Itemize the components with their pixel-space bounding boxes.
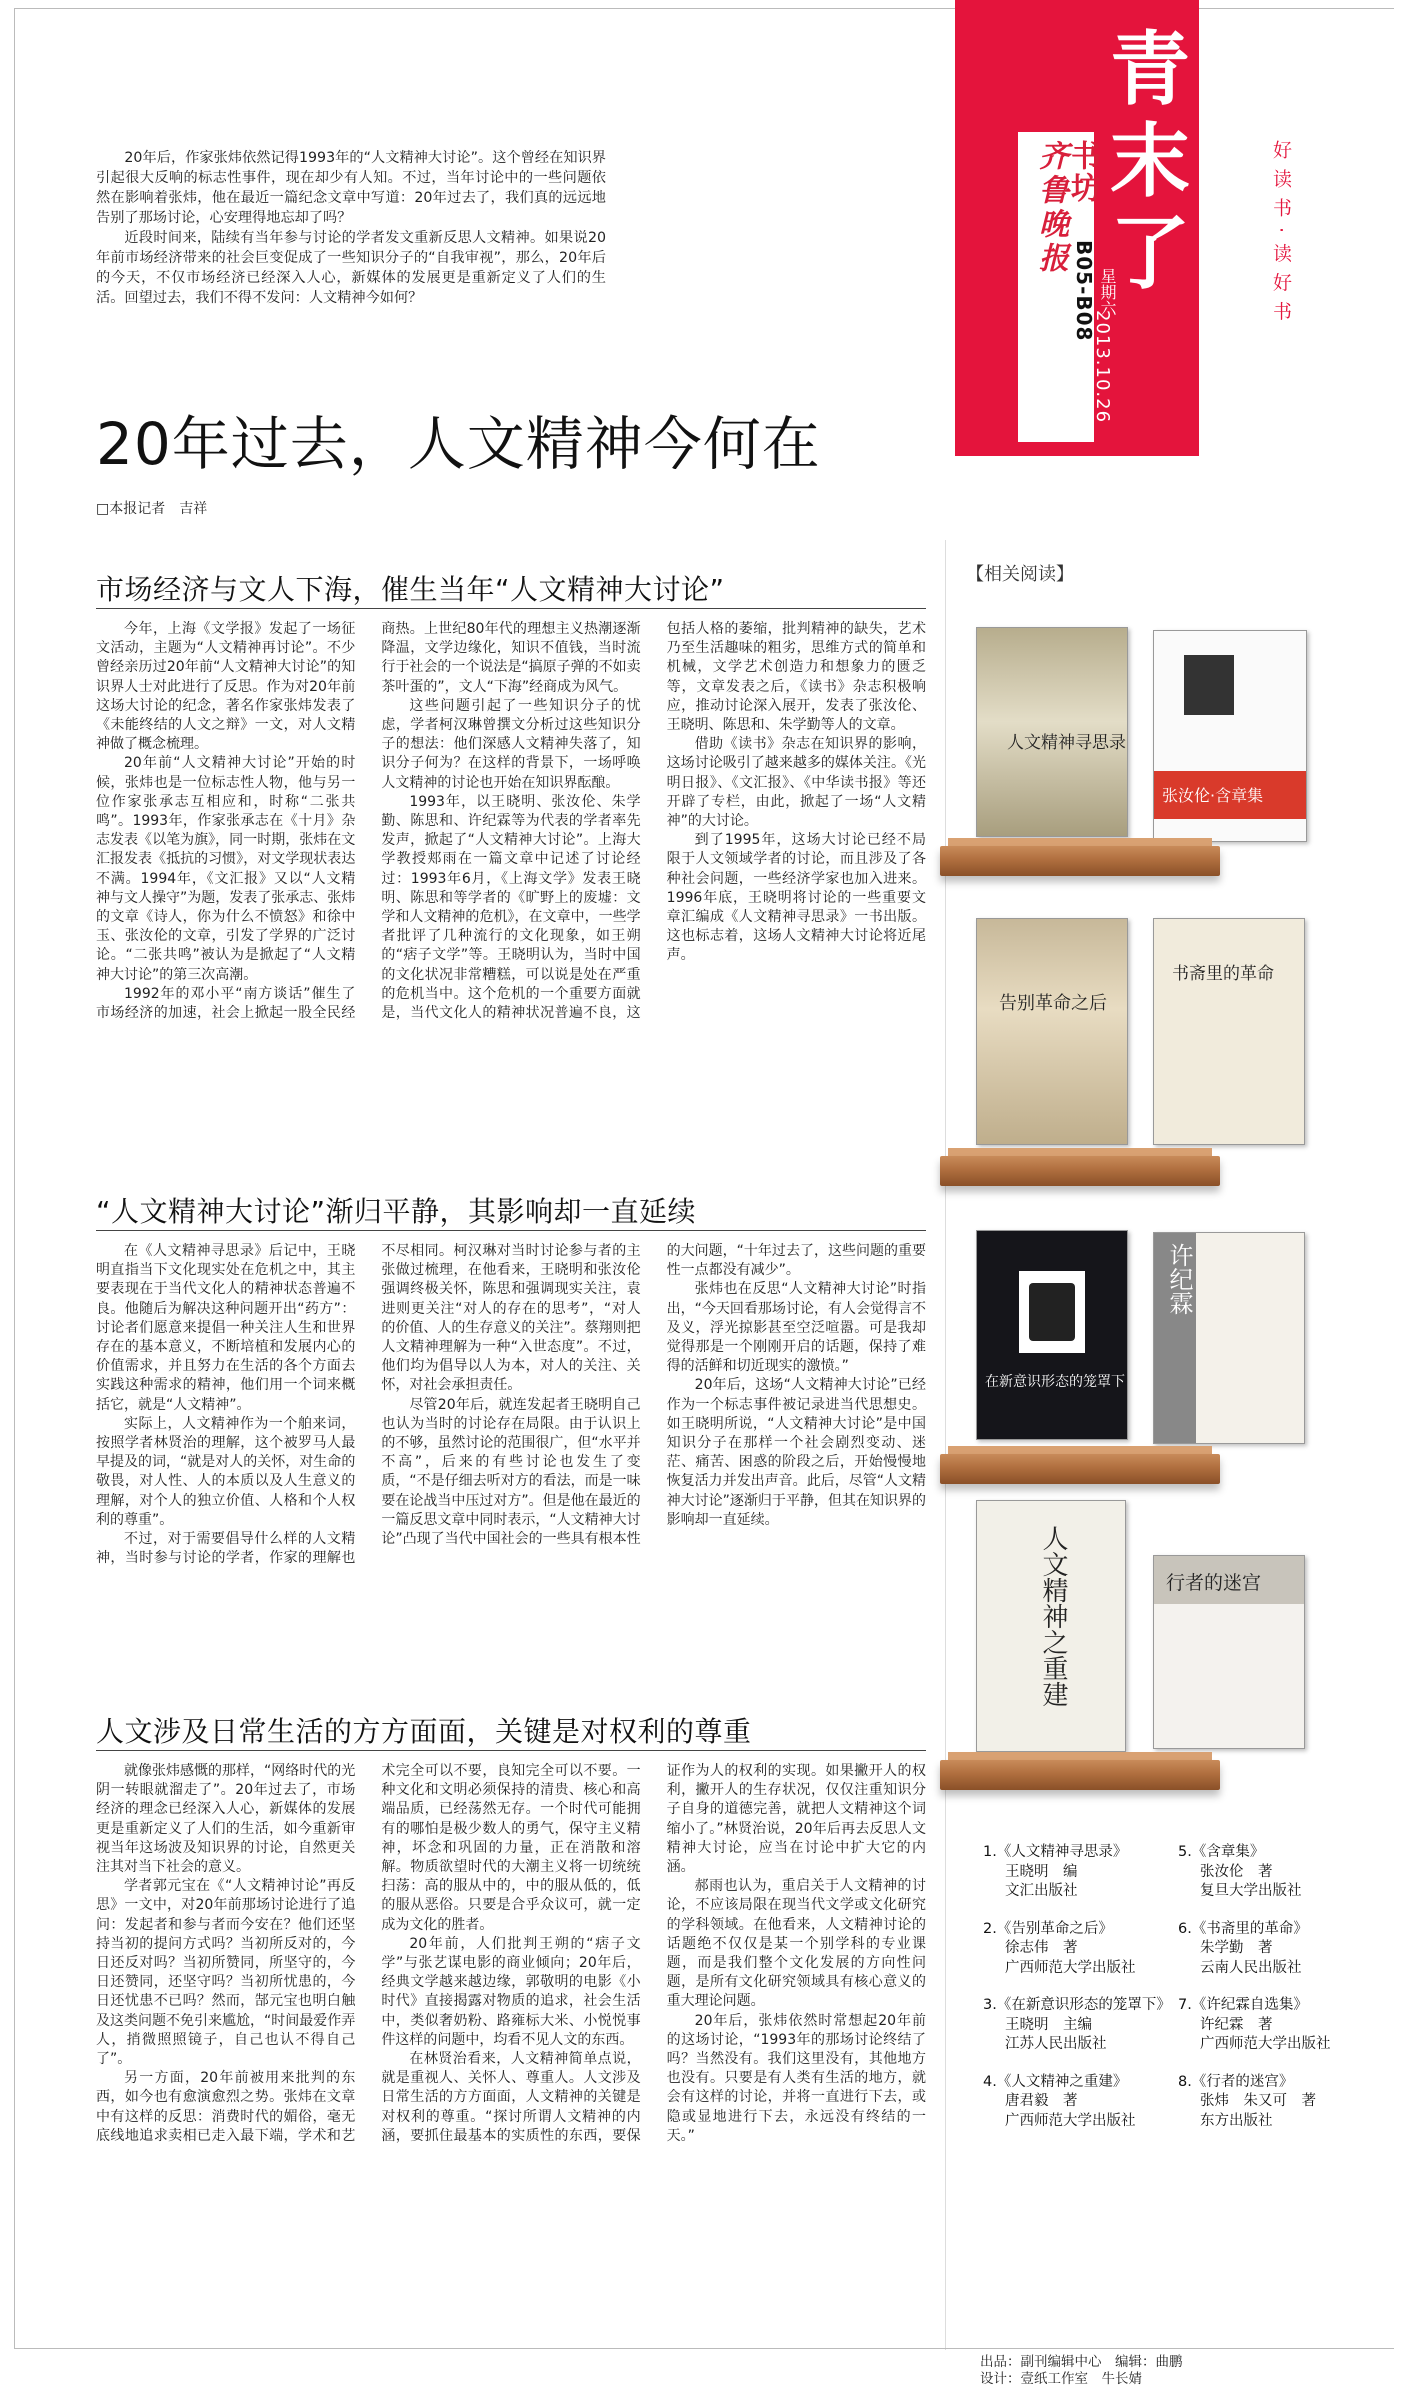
book-publisher: 广西师范大学出版社 bbox=[1005, 1959, 1136, 1976]
newspaper-logo: 齐鲁晚报 bbox=[1033, 140, 1068, 276]
intro-paragraph: 近段时间来，陆续有当年参与讨论的学者发文重新反思人文精神。如果说20年前市场经济带来的社会巨变促成了一些知识分子的“自我审视”，那么，20年后的今天，不仅市场经济已经深入人心，新媒体的发展更是重新定义了人们的生活。回望过去，我们不得不发问：人文精神今如何？ bbox=[96, 230, 606, 306]
bookshelf bbox=[940, 1454, 1220, 1484]
book-entry bbox=[983, 1996, 1171, 2055]
bookshelf bbox=[940, 1156, 1220, 1186]
book-author: 张汝伦 著 bbox=[1200, 1863, 1273, 1880]
book-title: 7.《许纪霖自选集》 bbox=[1178, 1997, 1308, 2013]
book-cover bbox=[976, 627, 1128, 837]
book-cover-title: 张汝伦·含章集 bbox=[1162, 786, 1264, 805]
book-entry bbox=[983, 2073, 1171, 2132]
book-entry bbox=[983, 1843, 1171, 1902]
book-author: 唐君毅 著 bbox=[1005, 2093, 1078, 2109]
related-reading-title: 【相关阅读】 bbox=[966, 564, 1074, 585]
book-cover bbox=[976, 1500, 1126, 1752]
book-cover bbox=[1153, 918, 1305, 1145]
section-rule bbox=[96, 608, 926, 609]
book-cover bbox=[976, 918, 1128, 1145]
shelf-top bbox=[948, 1148, 1212, 1156]
section-2-body bbox=[96, 1242, 926, 1682]
section-name: 书坊 bbox=[1065, 140, 1100, 204]
article-paragraph: 另一方面，20年前被用来批判的东西，如今也有愈演愈烈之势。张炜在文章中有这样的反思：消费时代的媚俗，毫无底线地追求卖相已走入最下端，学术和艺术完全可以不要，良知完全可以不要。一种文化和文明必须保持的清贵、核心和高端品质，已经荡然无存。一个时代可能拥有的哪怕是极少数人的勇气，保守主义精神，坏念和巩固的力量，正在消散和溶解。物质欲望时代的大潮主义将一切统统扫荡：高的服从中的，中的服从低的，低的服从恶俗。只要是合乎众议可，就一定成为文化的胜者。 bbox=[96, 1763, 641, 2144]
section-2-title: “人文精神大讨论”渐归平静，其影响却一直延续 bbox=[96, 1195, 697, 1228]
shelf-top bbox=[948, 1752, 1212, 1760]
article-paragraph: 实际上，人文精神作为一个舶来词，按照学者林贤治的理解，这个被罗马人最早提及的词，“就是对人的关怀，对生命的敬畏，对人性、人的本质以及人生意义的理解，对个人的独立价值、人格和个人权利的尊重”。 bbox=[96, 1415, 356, 1528]
section-rule bbox=[96, 1750, 926, 1751]
article-paragraph: 学者郭元宝在《“人文精神讨论”再反思》一文中，对20年前那场讨论进行了追问：发起者和参与者而今安在？他们还坚持当初的提问方式吗？当初所反对的，今日还反对吗？当初所赞同，所坚守的，今日还赞同，还坚守吗？当初所忧患的，今日还忧患不已吗？然而，郜元宝也明白触及这类问题不免引来尴尬，“时间最爱作弄人，捎微照照镜子，自己也认不得自己了”。 bbox=[96, 1878, 356, 2068]
book-publisher: 文汇出版社 bbox=[1005, 1883, 1078, 1899]
article-paragraph: 这些问题引起了一些知识分子的忧虑，学者柯汉琳曾撰文分析过这些知识分子的想法：他们深感人文精神失落了，知识分子何为？在这样的背景下，一场呼唤人文精神的讨论也开始在知识界酝酿。 bbox=[381, 697, 641, 791]
headline: 20年过去，人文精神今何在 bbox=[96, 410, 821, 478]
book-cover-title: 人文精神之重建 bbox=[1038, 1525, 1068, 1707]
book-author: 许纪霖 著 bbox=[1200, 2016, 1273, 2033]
book-publisher: 复旦大学出版社 bbox=[1200, 1883, 1302, 1899]
slogan: 好读书·读好书 bbox=[1270, 140, 1292, 331]
book-author: 王晓明 编 bbox=[1005, 1863, 1078, 1880]
masthead-title-char: 了 bbox=[1110, 207, 1190, 300]
book-title: 1.《人文精神寻思录》 bbox=[983, 1844, 1128, 1860]
book-title: 6.《书斋里的革命》 bbox=[1178, 1920, 1308, 1937]
book-entry bbox=[1178, 1996, 1331, 2055]
book-cover-title: 行者的迷宫 bbox=[1166, 1572, 1262, 1594]
left-border bbox=[14, 8, 15, 2348]
article-paragraph: 20年后，这场“人文精神大讨论”已经作为一个标志事件被记录进当代思想史。如王晓明所说，“人文精神大讨论”是中国知识分子在那样一个社会剧烈变动、迷茫、痛苦、困惑的阶段之后，开始慢慢地恢复活力并发出声音。此后，尽管“人文精神大讨论”逐渐归于平静，但其在知识界的影响却一直延续。 bbox=[666, 1377, 926, 1528]
section-3-body bbox=[96, 1762, 926, 2337]
book-entry bbox=[983, 1920, 1171, 1979]
book-publisher: 广西师范大学出版社 bbox=[1200, 2036, 1331, 2052]
section-1-body bbox=[96, 620, 926, 1160]
book-author: 王晓明 主编 bbox=[1005, 2016, 1092, 2033]
bookshelf bbox=[940, 1760, 1220, 1790]
book-cover bbox=[1153, 1232, 1305, 1444]
book-title: 3.《在新意识形态的笼罩下》 bbox=[983, 1997, 1171, 2013]
shelf-top bbox=[948, 1446, 1212, 1454]
article-paragraph: 在《人文精神寻思录》后记中，王晓明直指当下文化现实处在危机之中，其主要表现在于当代文化人的精神状态普遍不良。他随后为解决这种问题开出“药方”：讨论者们愿意来提倡一种关注人生和世界存在的基本意义，不断培植和发展内心的价值需求，并且努力在生活的各个方面去实践这种需求的精神，他们用一个词来概括它，就是“人文精神”。 bbox=[96, 1243, 356, 1413]
credits-line: 出品：副刊编辑中心 编辑：曲鹏 bbox=[980, 2354, 1183, 2370]
book-cover bbox=[976, 1230, 1128, 1440]
article-paragraph: 20年前“人文精神大讨论”开始的时候，张炜也是一位标志性人物，他与另一位作家张承志互相应和，时称“二张共鸣”。1993年，作家张承志在《十月》杂志发表《以笔为旗》，同一时期，张炜在文汇报发表《抵抗的习惯》，对文学现状表达不满。1994年，《文汇报》又以“人文精神与文人操守”为题，发表了张承志、张炜的文章《诗人，你为什么不愤怒》和徐中玉、张汝伦的文章，引发了学界的广泛讨论。“二张共鸣”被认为是掀起了“人文精神大讨论”的第三次高潮。 bbox=[96, 755, 356, 983]
article-paragraph: 1993年，以王晓明、张汝伦、朱学勤、陈思和、许纪霖等为代表的学者率先发声，掀起了“人文精神大讨论”。上海大学教授郏雨在一篇文章中记述了讨论经过：1993年6月，《上海文学》发表王晓明、陈思和等学者的《旷野上的废墟：文学和人文精神的危机》，在文章中，一些学者批评了几种流行的文化现象，如王朔的“痞子文学”等。王晓明认为，当时中国的文化状况非常糟糕，可以说是处在严重的危机当中。这个危机的一个重要方面就是，当代文化人的精神状况普遍不良，这包括人格的萎缩，批判精神的缺失，艺术乃至生活趣味的粗劣，思维方式的简单和机械，文学艺术创造力和想象力的匮乏等，文章发表之后，《读书》杂志积极响应，推动讨论深入展开，发表了张汝伦、王晓明、陈思和、朱学勤等人的文章。 bbox=[381, 621, 926, 1022]
article-paragraph: 就像张炜感慨的那样，“网络时代的光阴一转眼就溜走了”。20年过去了，市场经济的理念已经深入人心，新媒体的发展更是重新定义了人们的生活，如今重新审视当年这场波及知识界的讨论，自然更关注其对当下社会的意义。 bbox=[96, 1763, 356, 1876]
author-portrait bbox=[1184, 655, 1234, 715]
intro-paragraph: 20年后，作家张炜依然记得1993年的“人文精神大讨论”。这个曾经在知识界引起很大反响的标志性事件，现在却少有人知。不过，当年讨论中的一些问题依然在影响着张炜，他在最近一篇纪念文章中写道：20年过去了，我们真的远远地告别了那场讨论，心安理得地忘却了吗？ bbox=[96, 150, 606, 226]
book-cover-title: 人文精神寻思录 bbox=[1007, 733, 1126, 753]
article-paragraph: 不过，对于需要倡导什么样的人文精神，当时参与讨论的学者，作家的理解也不尽相同。柯汉琳对当时讨论参与者的主张做过梳理，在他看来，王晓明和张汝伦强调终极关怀，陈思和强调现实关注，袁进则更关注“对人的存在的思考”，“对人的价值、人的生存意义的关注”。蔡翔则把人文精神理解为一种“入世态度”。不过，他们均为倡导以人为本，对人的关注、关怀，对社会承担责任。 bbox=[96, 1243, 641, 1567]
byline: □本报记者 吉祥 bbox=[96, 501, 208, 517]
issue-date: 2013.10.26 bbox=[1092, 310, 1113, 424]
article-paragraph: 借助《读书》杂志在知识界的影响，这场讨论吸引了越来越多的媒体关注。《光明日报》、《文汇报》、《中华读书报》等还开辟了专栏，由此，掀起了一场“人文精神”的大讨论。 bbox=[666, 736, 926, 830]
page-range: B05-B08 bbox=[1072, 240, 1096, 342]
book-cover-title: 在新意识形态的笼罩下 bbox=[985, 1374, 1125, 1390]
book-cover-title: 告别革命之后 bbox=[999, 993, 1107, 1014]
masthead-title bbox=[1110, 24, 1190, 300]
bottom-border bbox=[14, 2348, 1394, 2349]
article-paragraph: 尽管20年后，就连发起者王晓明自己也认为当时的讨论存在局限。由于认识上的不够，虽然讨论的范围很广，但“水平并不高”，后来的有些讨论也发生了变质，“不是仔细去听对方的看法，而是一味要在论战当中压过对方”。但是他在最近的一篇反思文章中同时表示，“人文精神大讨论”凸现了当代中国社会的一些具有根本性的大问题，“十年过去了，这些问题的重要性一点都没有减少”。 bbox=[381, 1243, 926, 1548]
article-paragraph: 今年，上海《文学报》发起了一场征文活动，主题为“人文精神再讨论”。不少曾经亲历过20年前“人文精神大讨论”的知识界人士对此进行了反思。作为对20年前这场大讨论的纪念，著名作家张炜发表了《未能终结的人文之辩》一文，对人文精神做了概念梳理。 bbox=[96, 621, 356, 753]
column-divider bbox=[945, 540, 946, 2350]
article-paragraph: 张炜也在反思“人文精神大讨论”时指出，“今天回看那场讨论，有人会觉得言不及义，浮光掠影甚至空泛喧嚣。可是我却觉得那是一个刚刚开启的话题，保持了难得的活鲜和切近现实的激愤。” bbox=[666, 1281, 926, 1375]
book-author: 徐志伟 著 bbox=[1005, 1940, 1078, 1956]
book-publisher: 江苏人民出版社 bbox=[1005, 2036, 1107, 2052]
book-list-right bbox=[1178, 1843, 1331, 2131]
section-3-title: 人文涉及日常生活的方方面面，关键是对权利的尊重 bbox=[96, 1715, 752, 1748]
book-title: 5.《含章集》 bbox=[1178, 1844, 1265, 1860]
cover-illustration bbox=[1029, 1283, 1075, 1341]
intro-lead bbox=[96, 148, 606, 308]
book-author: 张炜 朱又可 著 bbox=[1200, 2093, 1316, 2109]
cover-band bbox=[1154, 771, 1306, 819]
credits-line: 设计：壹纸工作室 牛长婧 bbox=[980, 2371, 1142, 2387]
section-1-title: 市场经济与文人下海，催生当年“人文精神大讨论” bbox=[96, 573, 725, 606]
book-title: 4.《人文精神之重建》 bbox=[983, 2073, 1128, 2090]
article-paragraph: 20年后，张炜依然时常想起20年前的这场讨论，“1993年的那场讨论终结了吗？当然没有。我们这里没有，其他地方也没有。只要是有人类有生活的地方，就会有这样的讨论，并将一直进行下去，或隐或显地进行下去，永远没有终结的一天。” bbox=[666, 2012, 926, 2144]
book-cover-title: 书斋里的革命 bbox=[1172, 964, 1274, 984]
bookshelf bbox=[940, 846, 1220, 876]
book-publisher: 云南人民出版社 bbox=[1200, 1959, 1302, 1976]
book-entry bbox=[1178, 1843, 1331, 1902]
article-paragraph: 郝雨也认为，重启关于人文精神的讨论，不应该局限在现当代文学或文化研究的学科领域。在他看来，人文精神讨论的话题绝不仅仅是某一个别学科的专业课题，而是我们整个文化发展的方向性问题，是所有文化研究领域具有核心意义的重大理论问题。 bbox=[666, 1878, 926, 2010]
shelf-top bbox=[948, 838, 1212, 846]
book-publisher: 东方出版社 bbox=[1200, 2112, 1273, 2129]
masthead-title-char: 青 bbox=[1110, 23, 1190, 116]
book-cover bbox=[1153, 1555, 1305, 1749]
article-paragraph: 1992年的邓小平“南方谈话”催生了市场经济的加速，社会上掀起一股全民经商热。上世纪80年代的理想主义热潮逐渐降温，文学边缘化，知识不值钱，当时流行于社会的一个说法是“搞原子弹的不如卖茶叶蛋的”，文人“下海”经商成为风气。 bbox=[96, 621, 641, 1022]
book-list-left bbox=[983, 1843, 1171, 2131]
masthead-title-char: 末 bbox=[1110, 115, 1190, 208]
book-title: 8.《行者的迷宫》 bbox=[1178, 2073, 1294, 2090]
book-entry bbox=[1178, 1920, 1331, 1979]
article-paragraph: 20年前，人们批判王朔的“痞子文学”与张艺谋电影的商业倾向；20年后，经典文学越来越边缘，郭敬明的电影《小时代》直接揭露对物质的追求，社会生活中，类似奢奶粉、路雍标大米、小悦悦事件这样的问题中，均看不见人文的东西。 bbox=[381, 1935, 641, 2048]
book-author: 朱学勤 著 bbox=[1200, 1940, 1273, 1956]
book-cover-title: 许纪霖 bbox=[1165, 1243, 1193, 1315]
book-cover bbox=[1153, 630, 1307, 842]
section-rule bbox=[96, 1230, 926, 1231]
book-title: 2.《告别革命之后》 bbox=[983, 1920, 1113, 1937]
article-paragraph: 在林贤治看来，人文精神简单点说，就是重视人、关怀人、尊重人。人文涉及日常生活的方方面面，人文精神的关键是对权利的尊重。“探讨所谓人文精神的内涵，要抓住最基本的实质性的东西，要保证作为人的权利的实现。如果撇开人的权利，撇开人的生存状况，仅仅注重知识分子自身的道德完善，就把人文精神这个词缩小了。”林贤治说，20年后再去反思人文精神大讨论，应当在讨论中扩大它的内涵。 bbox=[381, 1763, 926, 2144]
weekday: 星期六 bbox=[1098, 268, 1117, 316]
book-entry bbox=[1178, 2073, 1331, 2132]
book-publisher: 广西师范大学出版社 bbox=[1005, 2112, 1136, 2129]
article-paragraph: 到了1995年，这场大讨论已经不局限于人文领域学者的讨论，而且涉及了各种社会问题，一些经济学家也加入进来。1996年底，王晓明将讨论的一些重要文章汇编成《人文精神寻思录》一书出版。这也标志着，这场人文精神大讨论将近尾声。 bbox=[666, 832, 926, 964]
